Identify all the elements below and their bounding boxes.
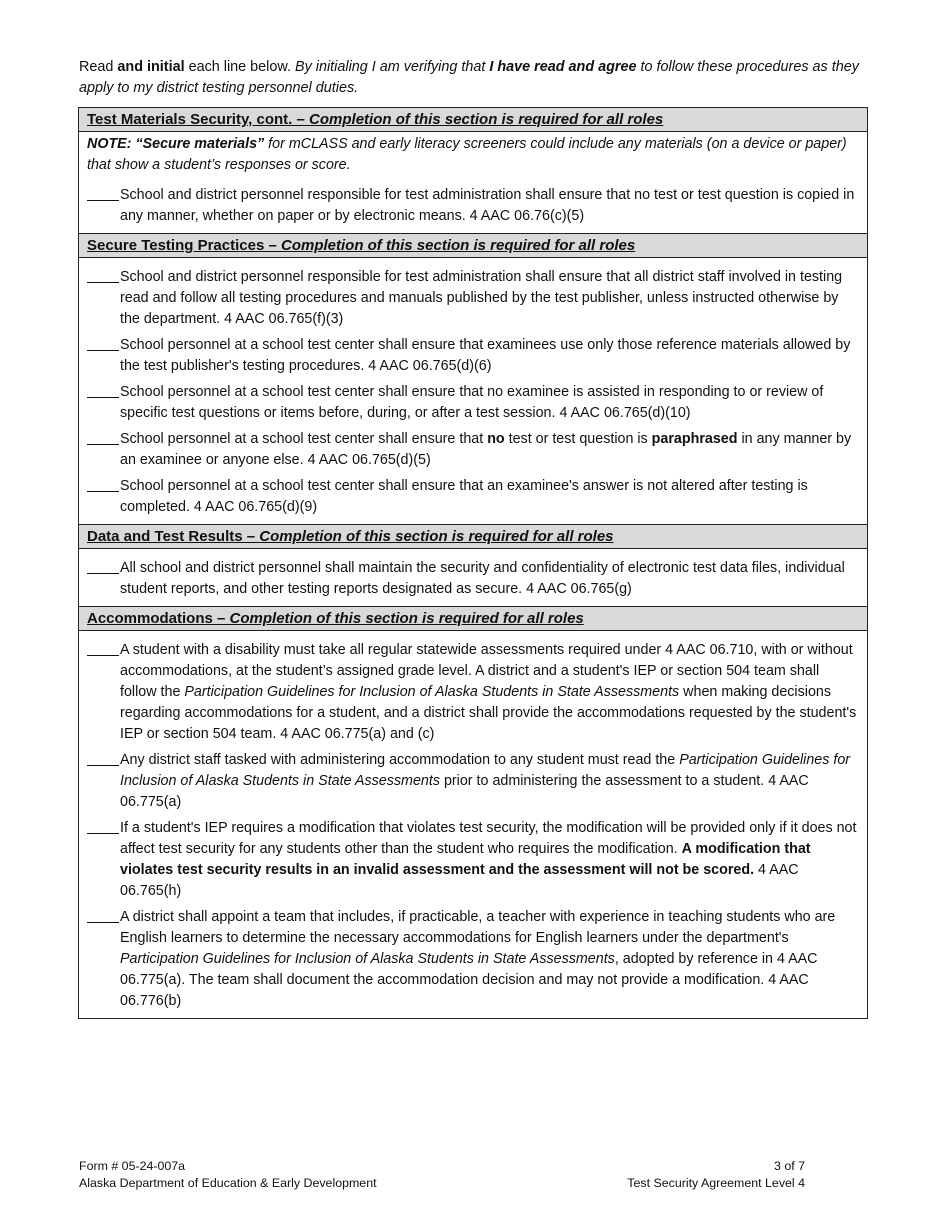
item-text: School and district personnel responsible for test administration shall ensure that all district staff involved in testing read and follow all testing procedures and manuals published by the test publisher, unless instructed otherwise by the department. 4 AAC 06.765(f)(3)	[120, 269, 843, 327]
item-text: School personnel at a school test center shall ensure that	[120, 431, 488, 447]
section-header-test-materials-security	[79, 108, 867, 132]
section-title: Test Materials Security, cont. –	[87, 111, 310, 128]
item-text: in any manner by an examinee or anyone else. 4 AAC 06.765(d)(5)	[120, 431, 852, 468]
item-bold-text: paraphrased	[651, 431, 738, 447]
item-text: A district shall appoint a team that includes, if practicable, a teacher with experience in teaching students who are English learners to determine the necessary accommodations for English learners under the department's	[120, 909, 836, 946]
item-text: A student with a disability must take all regular statewide assessments required under 4 AAC 06.710, with or without accommodations, at the student’s assigned grade level. A district and a student's IEP or section 504 team shall follow the	[120, 642, 853, 700]
item-text: School and district personnel responsible for test administration shall ensure that no test or test question is copied in any manner, whether on paper or by electronic means. 4 AAC 06.76(c)(5)	[120, 187, 855, 224]
section-body-accommodations	[79, 631, 867, 1018]
initial-blank[interactable]	[87, 573, 119, 574]
initial-line-item	[87, 750, 859, 813]
page-number: 3 of 7	[773, 1159, 805, 1173]
section-header-accommodations	[79, 607, 867, 631]
intro-bold-initial: and initial	[117, 59, 185, 75]
section-title: Data and Test Results –	[87, 528, 260, 545]
intro-instructions	[79, 57, 879, 99]
item-text: School personnel at a school test center shall ensure that no examinee is assisted in responding to or review of specific test questions or items before, during, or after a test session. 4 AAC 06.765(d)(10)	[120, 384, 824, 421]
footer-left	[79, 1158, 377, 1192]
initial-blank[interactable]	[87, 282, 119, 283]
initial-blank[interactable]	[87, 397, 119, 398]
item-text: School personnel at a school test center shall ensure that examinees use only those reference materials allowed by the test publisher's testing procedures. 4 AAC 06.765(d)(6)	[120, 337, 851, 374]
note-text: for mCLASS and early literacy screeners could include any materials (on a device or paper) that show a student’s responses or score.	[87, 136, 847, 173]
initial-blank[interactable]	[87, 765, 119, 766]
item-text: If a student's IEP requires a modification that violates test security, the modification will be provided only if it does not affect test security for any students other than the student who requires the modification.	[120, 820, 857, 857]
section-body-test-materials-security	[79, 132, 867, 234]
initial-line-item	[87, 640, 859, 745]
item-text: School personnel at a school test center shall ensure that an examinee's answer is not altered after testing is completed. 4 AAC 06.765(d)(9)	[120, 478, 808, 515]
item-text: Any district staff tasked with administering accommodation to any student must read the	[120, 752, 680, 768]
item-text: 4 AAC 06.765(h)	[120, 862, 799, 899]
note-label: NOTE: “Secure materials”	[87, 136, 265, 152]
item-bold-text: no	[487, 431, 505, 447]
department-name: Alaska Department of Education & Early Development	[79, 1176, 377, 1190]
section-body-data-and-test-results	[79, 549, 867, 607]
initial-blank[interactable]	[87, 444, 119, 445]
item-text: All school and district personnel shall maintain the security and confidentiality of electronic test data files, individual student reports, and other testing reports designated as secure. 4 AAC 06.765(g)	[120, 560, 845, 597]
section-requirement-note: Completion of this section is required for all roles	[309, 111, 664, 128]
section-body-secure-testing-practices	[79, 258, 867, 525]
initial-line-item	[87, 907, 859, 1012]
section-requirement-note: Completion of this section is required for all roles	[259, 528, 614, 545]
section-title: Secure Testing Practices –	[87, 237, 281, 254]
initial-line-item	[87, 429, 859, 471]
item-italic-title: Participation Guidelines for Inclusion of Alaska Students in State Assessments	[120, 752, 851, 789]
agreement-table	[78, 107, 868, 1019]
document-title: Test Security Agreement Level 4	[627, 1176, 805, 1190]
intro-italic-text: By initialing I am verifying that	[294, 59, 490, 75]
footer-right	[627, 1158, 805, 1192]
initial-blank[interactable]	[87, 491, 119, 492]
initial-line-item	[87, 335, 859, 377]
item-text: when making decisions regarding accommodations for a student, and a district shall provide the accommodations requested by the student's IEP or section 504 team. 4 AAC 06.775(a) and (c)	[120, 684, 857, 742]
intro-text: each line below.	[184, 59, 295, 75]
section-requirement-note: Completion of this section is required for all roles	[229, 610, 584, 627]
item-italic-title: Participation Guidelines for Inclusion of Alaska Students in State Assessments	[184, 684, 680, 700]
section-requirement-note: Completion of this section is required for all roles	[280, 237, 636, 254]
initial-line-item	[87, 382, 859, 424]
initial-blank[interactable]	[87, 350, 119, 351]
initial-blank[interactable]	[87, 655, 119, 656]
initial-blank[interactable]	[87, 833, 119, 834]
item-text: , adopted by reference in 4 AAC 06.775(a). The team shall document the accommodation decision and may not provide a modification. 4 AAC 06.776(b)	[120, 951, 818, 1009]
initial-line-item	[87, 476, 859, 518]
intro-bold-agree: I have read and agree	[489, 59, 637, 75]
section-header-secure-testing-practices	[79, 234, 867, 258]
item-text: prior to administering the assessment to a student. 4 AAC 06.775(a)	[120, 773, 809, 810]
form-number: Form # 05-24-007a	[79, 1159, 186, 1173]
secure-materials-note	[87, 134, 859, 176]
section-header-data-and-test-results	[79, 525, 867, 549]
section-title: Accommodations –	[87, 610, 230, 627]
intro-text: Read	[79, 59, 118, 75]
initial-line-item	[87, 185, 859, 227]
intro-italic-text: to follow these procedures as they apply to my district testing personnel duties.	[79, 59, 859, 96]
item-italic-title: Participation Guidelines for Inclusion of Alaska Students in State Assessments	[120, 951, 615, 967]
item-bold-text: A modification that violates test security results in an invalid assessment and the assessment will not be scored.	[120, 841, 811, 878]
initial-blank[interactable]	[87, 200, 119, 201]
initial-line-item	[87, 558, 859, 600]
initial-line-item	[87, 267, 859, 330]
initial-blank[interactable]	[87, 922, 119, 923]
item-text: test or test question is	[504, 431, 652, 447]
initial-line-item	[87, 818, 859, 902]
